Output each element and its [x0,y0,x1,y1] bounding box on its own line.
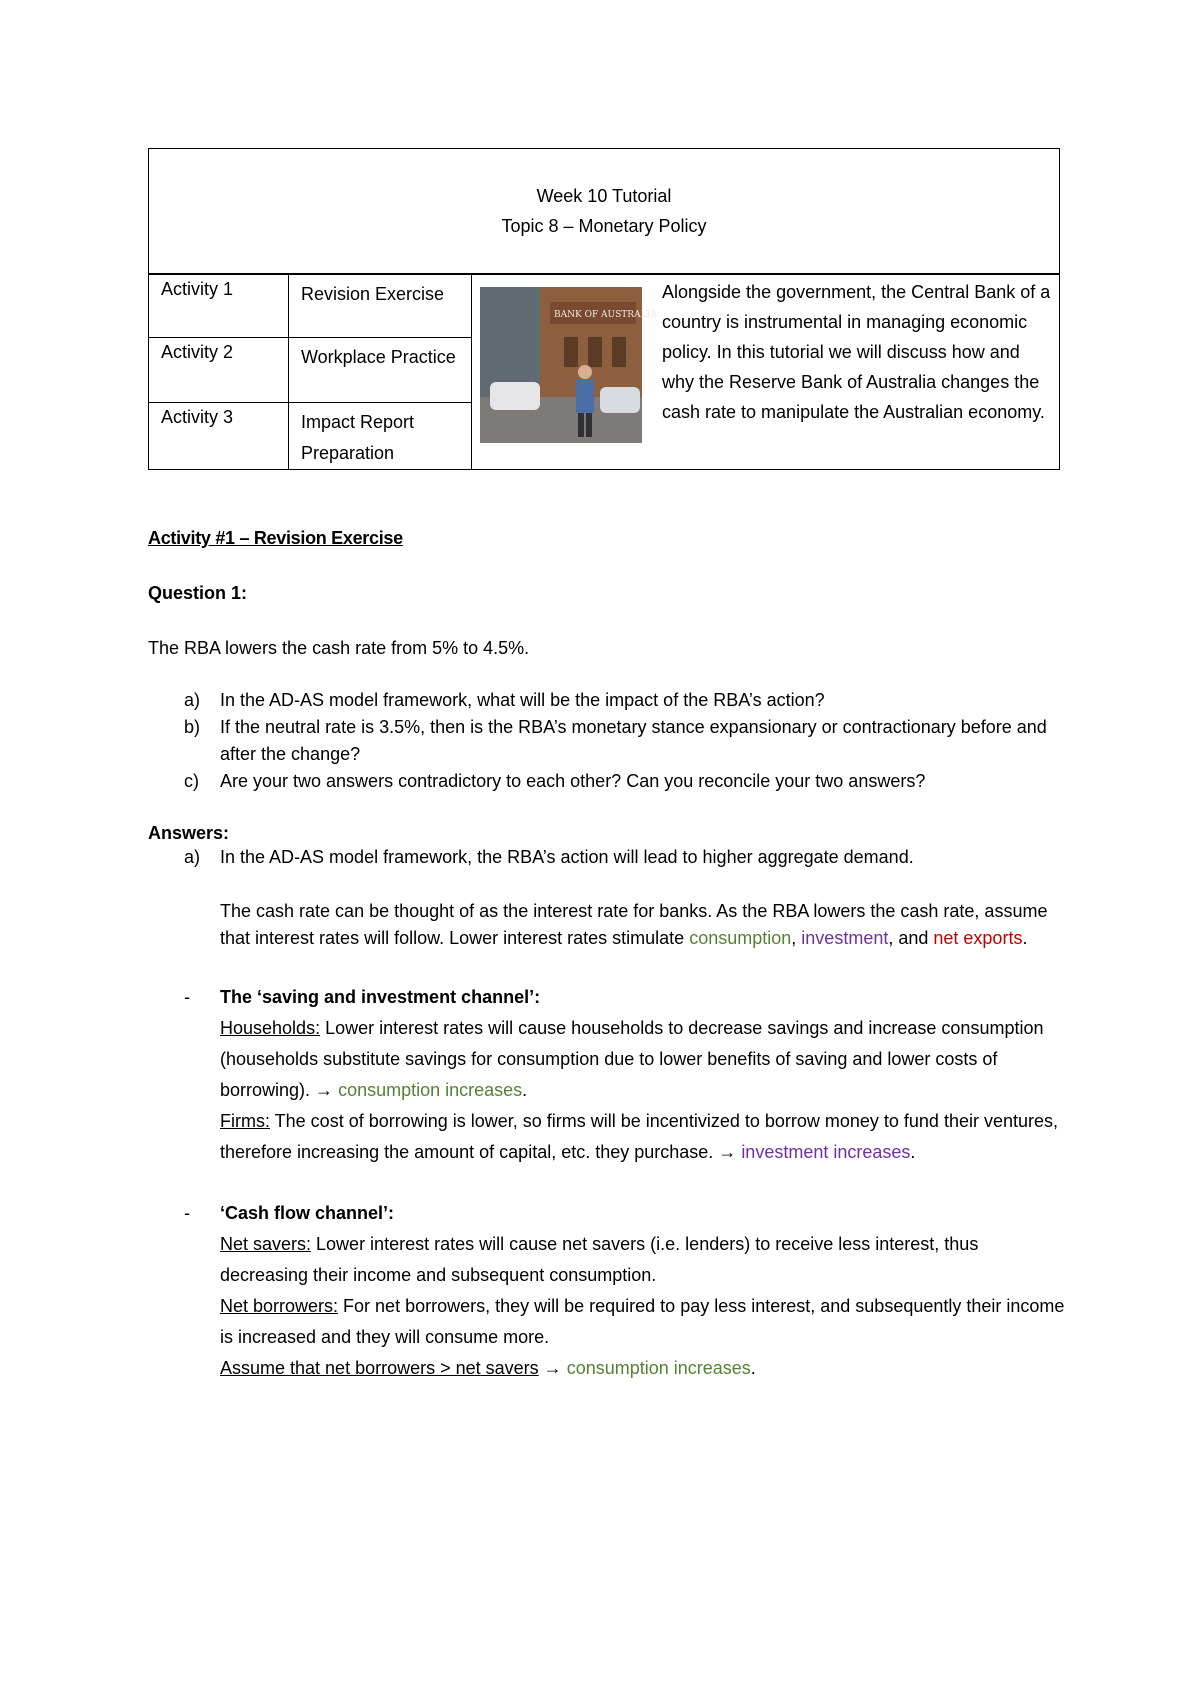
question-label: b) [184,717,201,737]
households-paragraph [220,1013,1068,1106]
tutorial-title: Week 10 Tutorial [536,186,672,206]
answers-heading: Answers: [148,823,230,843]
net-savers-label: Net savers: [220,1234,312,1254]
firms-text: The cost of borrowing is lower, so firms will be incentivized to borrow money to fund their ventures, therefore increasing the amount of capital, etc. they purchase. [220,1111,1059,1162]
net-exports-term: net exports [933,928,1023,948]
net-borrowers-label: Net borrowers: [220,1296,339,1316]
question-1-heading: Question 1: [148,583,248,603]
comma-text: , [791,928,797,948]
explanation-paragraph [148,898,1068,952]
investment-term: investment [801,928,889,948]
firms-paragraph [220,1106,1068,1168]
reserve-bank-photo [480,287,657,443]
question-text: In the AD-AS model framework, what will be the impact of the RBA’s action? [220,690,825,710]
question-1-text: The RBA lowers the cash rate from 5% to 4.5%. [148,638,530,658]
period-text: . [750,1358,756,1378]
period-text: . [522,1080,528,1100]
bullet-dash: - [184,1203,190,1223]
question-item [148,687,1068,714]
activity-3-label: Activity 3 [149,403,289,470]
consumption-increases: consumption increases [566,1358,751,1378]
activity-1-name: Revision Exercise [289,274,472,338]
question-label: c) [184,771,199,791]
answer-label: a) [184,847,201,867]
net-borrowers-paragraph [220,1291,1068,1353]
answer-list [148,844,1068,871]
activity-1-heading: Activity #1 – Revision Exercise [148,528,403,548]
activity-2-label: Activity 2 [149,338,289,403]
net-borrowers-text: For net borrowers, they will be required to pay less interest, and subsequently their income is increased and they will consume more. [220,1296,1065,1347]
arrow-icon: → [718,1142,737,1162]
question-label: a) [184,690,201,710]
assumption-text: Assume that net borrowers > net savers [220,1358,539,1378]
period-text: . [1022,928,1028,948]
tutorial-description: Alongside the government, the Central Bank of a country is instrumental in managing economic policy. In this tutorial we will discuss how and why the Reserve Bank of Australia changes the cash rate to manipulate the Australian economy. [658,274,1060,470]
title-cell [149,149,1060,275]
period-text: . [910,1142,916,1162]
consumption-increases: consumption increases [338,1080,523,1100]
cash-flow-title: ‘Cash flow channel’: [220,1203,395,1223]
net-savers-paragraph [220,1229,1068,1291]
cash-flow-channel [148,1198,1068,1384]
consumption-term: consumption [689,928,792,948]
topic-title: Topic 8 – Monetary Policy [501,216,707,236]
svg-text:BANK OF AUSTRALIA: BANK OF AUSTRALIA [554,310,657,320]
header-table [148,148,1060,470]
arrow-icon: → [315,1080,334,1100]
investment-increases: investment increases [741,1142,911,1162]
saving-investment-channel [148,982,1068,1168]
firms-label: Firms: [220,1111,270,1131]
households-label: Households: [220,1018,321,1038]
and-text: , and [888,928,934,948]
saving-channel-title: The ‘saving and investment channel’: [220,987,541,1007]
activity-2-name: Workplace Practice [289,338,472,403]
assumption-line [220,1353,1068,1384]
question-item [148,768,1068,795]
photo-cell [472,274,659,470]
activity-3-name: Impact Report Preparation [289,403,472,470]
arrow-icon: → [543,1358,562,1378]
answer-text: In the AD-AS model framework, the RBA’s action will lead to higher aggregate demand. [220,847,914,867]
bullet-dash: - [184,987,190,1007]
question-list [148,687,1068,795]
question-item [148,714,1068,768]
activity-1-label: Activity 1 [149,274,289,338]
answer-item [148,844,1068,871]
explanation-text: The cash rate can be thought of as the interest rate for banks. As the RBA lowers the cash rate, assume that interest rates will follow. Lower interest rates stimulate [220,901,1048,948]
households-text: Lower interest rates will cause households to decrease savings and increase consumption (households substitute savings for consumption due to lower benefits of saving and lower costs of borrowing). [220,1018,1044,1100]
question-text: If the neutral rate is 3.5%, then is the RBA’s monetary stance expansionary or contractionary before and after the change? [220,717,1047,764]
question-text: Are your two answers contradictory to each other? Can you reconcile your two answers? [220,771,926,791]
net-savers-text: Lower interest rates will cause net savers (i.e. lenders) to receive less interest, thus decreasing their income and subsequent consumption. [220,1234,979,1285]
document-body [148,528,1068,1384]
